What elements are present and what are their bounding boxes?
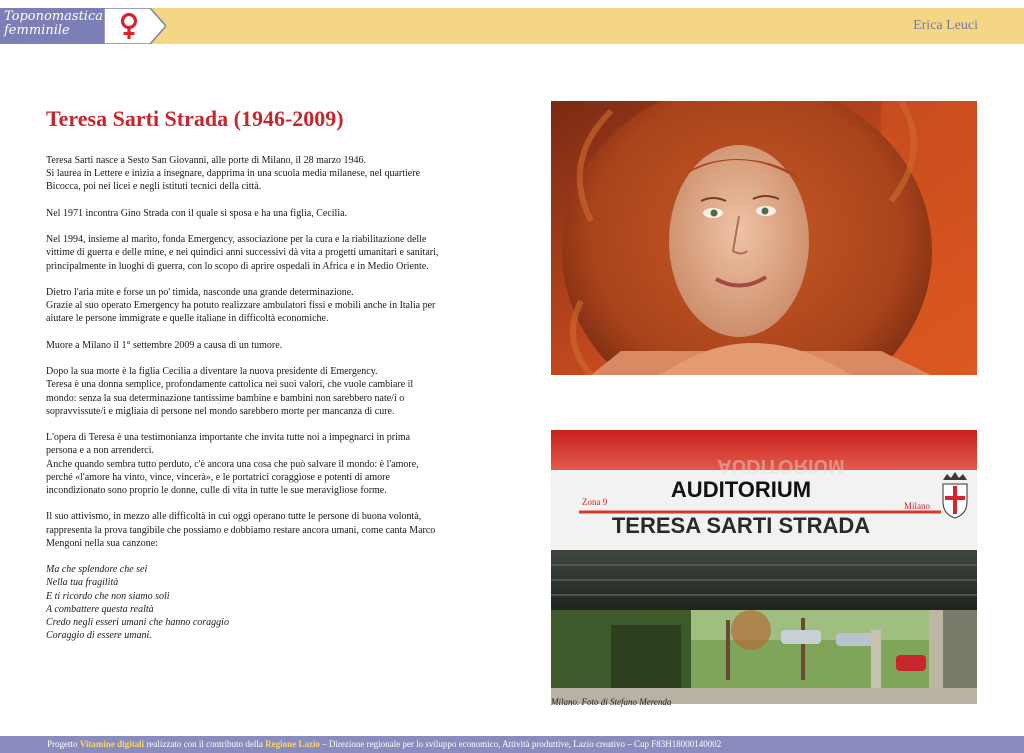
footer-middle: realizzato con il contributo della [146, 739, 263, 749]
milano-coat-of-arms-icon [943, 472, 967, 518]
text-line: aiutare le persone immigrate e quelle italiane in difficoltà economiche. [46, 313, 329, 325]
sign-zone-text: Zona 9 [582, 497, 608, 507]
author-name: Erica Leuci [913, 18, 978, 33]
sign-auditorium-text: AUDITORIUM [670, 477, 812, 502]
footer-prefix: Progetto [47, 739, 78, 749]
paragraph-activism [46, 510, 486, 550]
paragraph-marriage [46, 207, 486, 220]
brand-line-1: Toponomastica [4, 9, 103, 24]
sign-reflection-text: AUDITORIUM [717, 455, 845, 477]
poem-line: Coraggio di essere umani. [46, 630, 152, 642]
footer-suffix: – Direzione regionale per lo sviluppo economico, Attività produttive, Lazio creativo – Cup F83H18000140002 [322, 739, 722, 749]
text-line: Mengoni nella sua canzone: [46, 537, 158, 549]
text-line: principalmente in luoghi di guerra, con lo scopo di aprire ospedali in Africa e in Medio Oriente. [46, 260, 429, 272]
paragraph-birth [46, 154, 486, 194]
portrait-photo [551, 101, 977, 375]
sign-name-text: TERESA SARTI STRADA [611, 513, 871, 538]
auditorium-sign-photo [551, 430, 977, 704]
text-line: Teresa è una donna semplice, profondamente cattolica nei suoi valori, che vuole cambiare il [46, 379, 414, 391]
text-line: Il suo attivismo, in mezzo alle difficoltà in cui oggi operano tutte le persone di buona volontà, [46, 511, 422, 523]
text-line: vittime di guerra e delle mine, e nei quindici anni successivi dà vita a progetti umanitari e sanitari, [46, 247, 439, 259]
text-line: sopravvissute/i e migliaia di persone nel mondo sarebbero morte per mancanza di cure. [46, 405, 395, 417]
text-line: rappresenta la prova tangibile che possiamo e dobbiamo restare ancora umani, come canta Marco [46, 524, 436, 536]
text-line: Teresa Sarti nasce a Sesto San Giovanni, alle porte di Milano, il 28 marzo 1946. [46, 155, 367, 166]
paragraph-death [46, 339, 486, 352]
poem-line: A combattere questa realtà [46, 603, 154, 615]
portrait-illustration [551, 101, 977, 375]
text-line: perché «l'amore ha vinto, vince, vincerà», e le portatrici coraggiose e potenti di amore [46, 471, 390, 483]
brand-logo-text [4, 10, 104, 38]
paragraph-testimony [46, 431, 486, 497]
text-line: Dietro l'aria mite e forse un po' timida, nasconde una grande determinazione. [46, 286, 354, 298]
song-quote [46, 563, 486, 642]
text-line: Nel 1971 incontra Gino Strada con il quale si sposa e ha una figlia, Cecilia. [46, 207, 348, 219]
text-line: Bicocca, poi nei licei e negli istituti tecnici della città. [46, 181, 262, 193]
footer-project-name: Vitamine digitali [79, 739, 145, 749]
poem-line: Credo negli esseri umani che hanno coraggio [46, 616, 229, 628]
paragraph-emergency [46, 233, 486, 273]
paragraph-determination [46, 286, 486, 326]
text-line: Nel 1994, insieme al marito, fonda Emergency, associazione per la cura e la riabilitazione delle [46, 234, 427, 246]
text-line: L'opera di Teresa è una testimonianza importante che invita tutte noi a impegnarci in prima [46, 432, 411, 444]
text-line: Dopo la sua morte è la figlia Cecilia a diventare la nuova presidente di Emergency. [46, 366, 378, 378]
text-line: Anche quando sembra tutto perduto, c'è ancora una cosa che può salvare il mondo: è l'amore, [46, 458, 419, 470]
text-line: incondizionato sono proprio le donne, culle di vita in tutte le sue meravigliose forme. [46, 484, 387, 496]
text-line: Grazie al suo operato Emergency ha potuto realizzare ambulatori fissi e mobili anche in Italia per [46, 300, 436, 312]
article-title: Teresa Sarti Strada (1946-2009) [46, 106, 344, 131]
footer-text [47, 739, 721, 749]
auditorium-sign-illustration [551, 430, 977, 704]
photo-caption: Milano. Foto di Stefano Merenda [551, 697, 672, 707]
text-line: mondo: senza la sua determinazione tantissime bambine e bambini non sarebbero nate/i o [46, 392, 405, 404]
brand-line-2: femminile [4, 23, 70, 38]
footer-region-name: Regione Lazio [265, 739, 320, 749]
text-line: Muore a Milano il 1° settembre 2009 a causa di un tumore. [46, 339, 283, 351]
paragraph-legacy [46, 365, 486, 418]
article-body [46, 154, 486, 656]
poem-line: Ma che splendore che sei [46, 564, 148, 576]
venus-symbol-icon [104, 8, 166, 44]
text-line: Si laurea in Lettere e inizia a insegnare, dapprima in una scuola media milanese, nel quartiere [46, 168, 421, 180]
text-line: persona e a non arrenderci. [46, 445, 154, 457]
poem-line: Nella tua fragilità [46, 577, 119, 589]
poem-line: E ti ricordo che non siamo soli [46, 590, 170, 602]
sign-city-text: Milano [904, 501, 930, 511]
